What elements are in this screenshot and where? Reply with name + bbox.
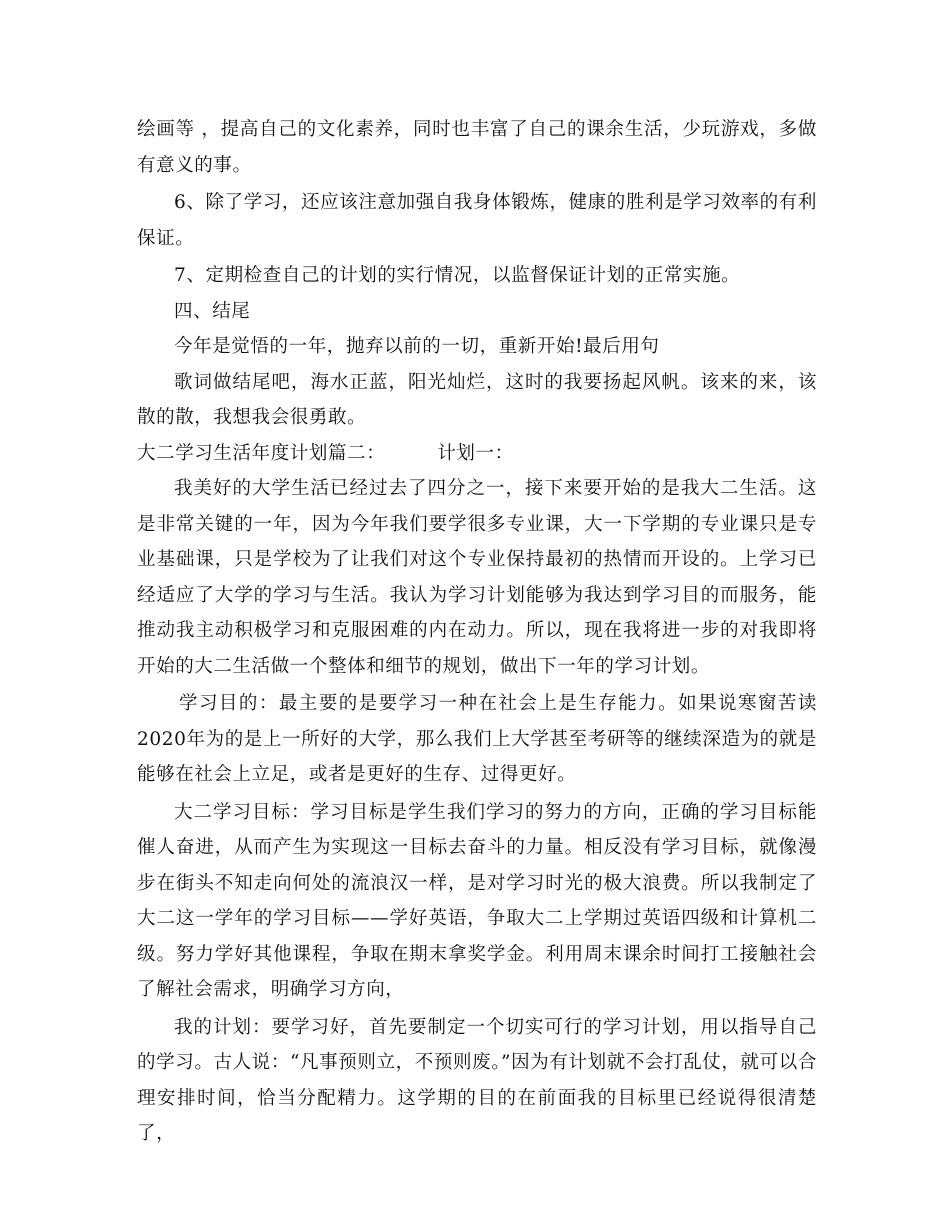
paragraph-review-plan: 7、定期检查自己的计划的实行情况，以监督保证计划的正常实施。 [174, 265, 741, 286]
paragraph-sophomore-intro: 我美好的大学生活已经过去了四分之一，接下来要开始的是我大二生活。这是非常关键的一年，因为今年我们要学很多专业课，大一下学期的专业课只是专业基础课，只是学校为了让我们对这个专业保持最初的热情而开设的。上学习已经适应了大学的学习与生活。我认为学习计划能够为我达到学习目的而服务，能推动我主动积极学习和克服困难的内在动力。所以，现在我将进一步的对我即将开始的大二生活做一个整体和细节的规划，做出下一年的学习计划。 [137, 478, 817, 677]
paragraph-hobbies: 绘画等 ，提高自己的文化素养，同时也丰富了自己的课余生活，少玩游戏，多做有意义的事。 [137, 119, 817, 176]
article-title: 大二学习生活年度计划篇二： [137, 442, 386, 464]
section-heading-ending: 四、结尾 [174, 300, 251, 322]
plan-label: 计划一： [437, 442, 514, 464]
article-heading [137, 436, 817, 472]
paragraph-learning-purpose: 学习目的：最主要的是要学习一种在社会上是生存能力。如果说寒窗苦读2020年为的是上一所好的大学，那么我们上大学甚至考研等的继续深造为的就是能够在社会上立足，或者是更好的生存、过得更好。 [137, 693, 817, 785]
paragraph-my-plan: 我的计划：要学习好，首先要制定一个切实可行的学习计划，用以指导自己的学习。古人说：“凡事预则立，不预则废。”因为有计划就不会打乱仗，就可以合理安排时间，恰当分配精力。这学期的目的在前面我的目标里已经说得很清楚了， [137, 1016, 817, 1144]
document-body [137, 112, 817, 1152]
paragraph-exercise: 6、除了学习，还应该注意加强自我身体锻炼，健康的胜利是学习效率的有利保证。 [137, 192, 817, 249]
paragraph-awakening: 今年是觉悟的一年，抛弃以前的一切，重新开始!最后用句 [174, 336, 660, 357]
paragraph-learning-goals: 大二学习目标：学习目标是学生我们学习的努力的方向，正确的学习目标能催人奋进，从而产生为实现这一目标去奋斗的力量。相反没有学习目标，就像漫步在街头不知走向何处的流浪汉一样，是对学习时光的极大浪费。所以我制定了大二这一学年的学习目标——学好英语，争取大二上学期过英语四级和计算机二级。努力学好其他课程，争取在期末拿奖学金。利用周末课余时间打工接触社会了解社会需求，明确学习方向， [137, 801, 817, 1000]
paragraph-lyrics-ending: 歌词做结尾吧，海水正蓝，阳光灿烂，这时的我要扬起风帆。该来的来，该散的散，我想我会很勇敢。 [137, 371, 817, 428]
